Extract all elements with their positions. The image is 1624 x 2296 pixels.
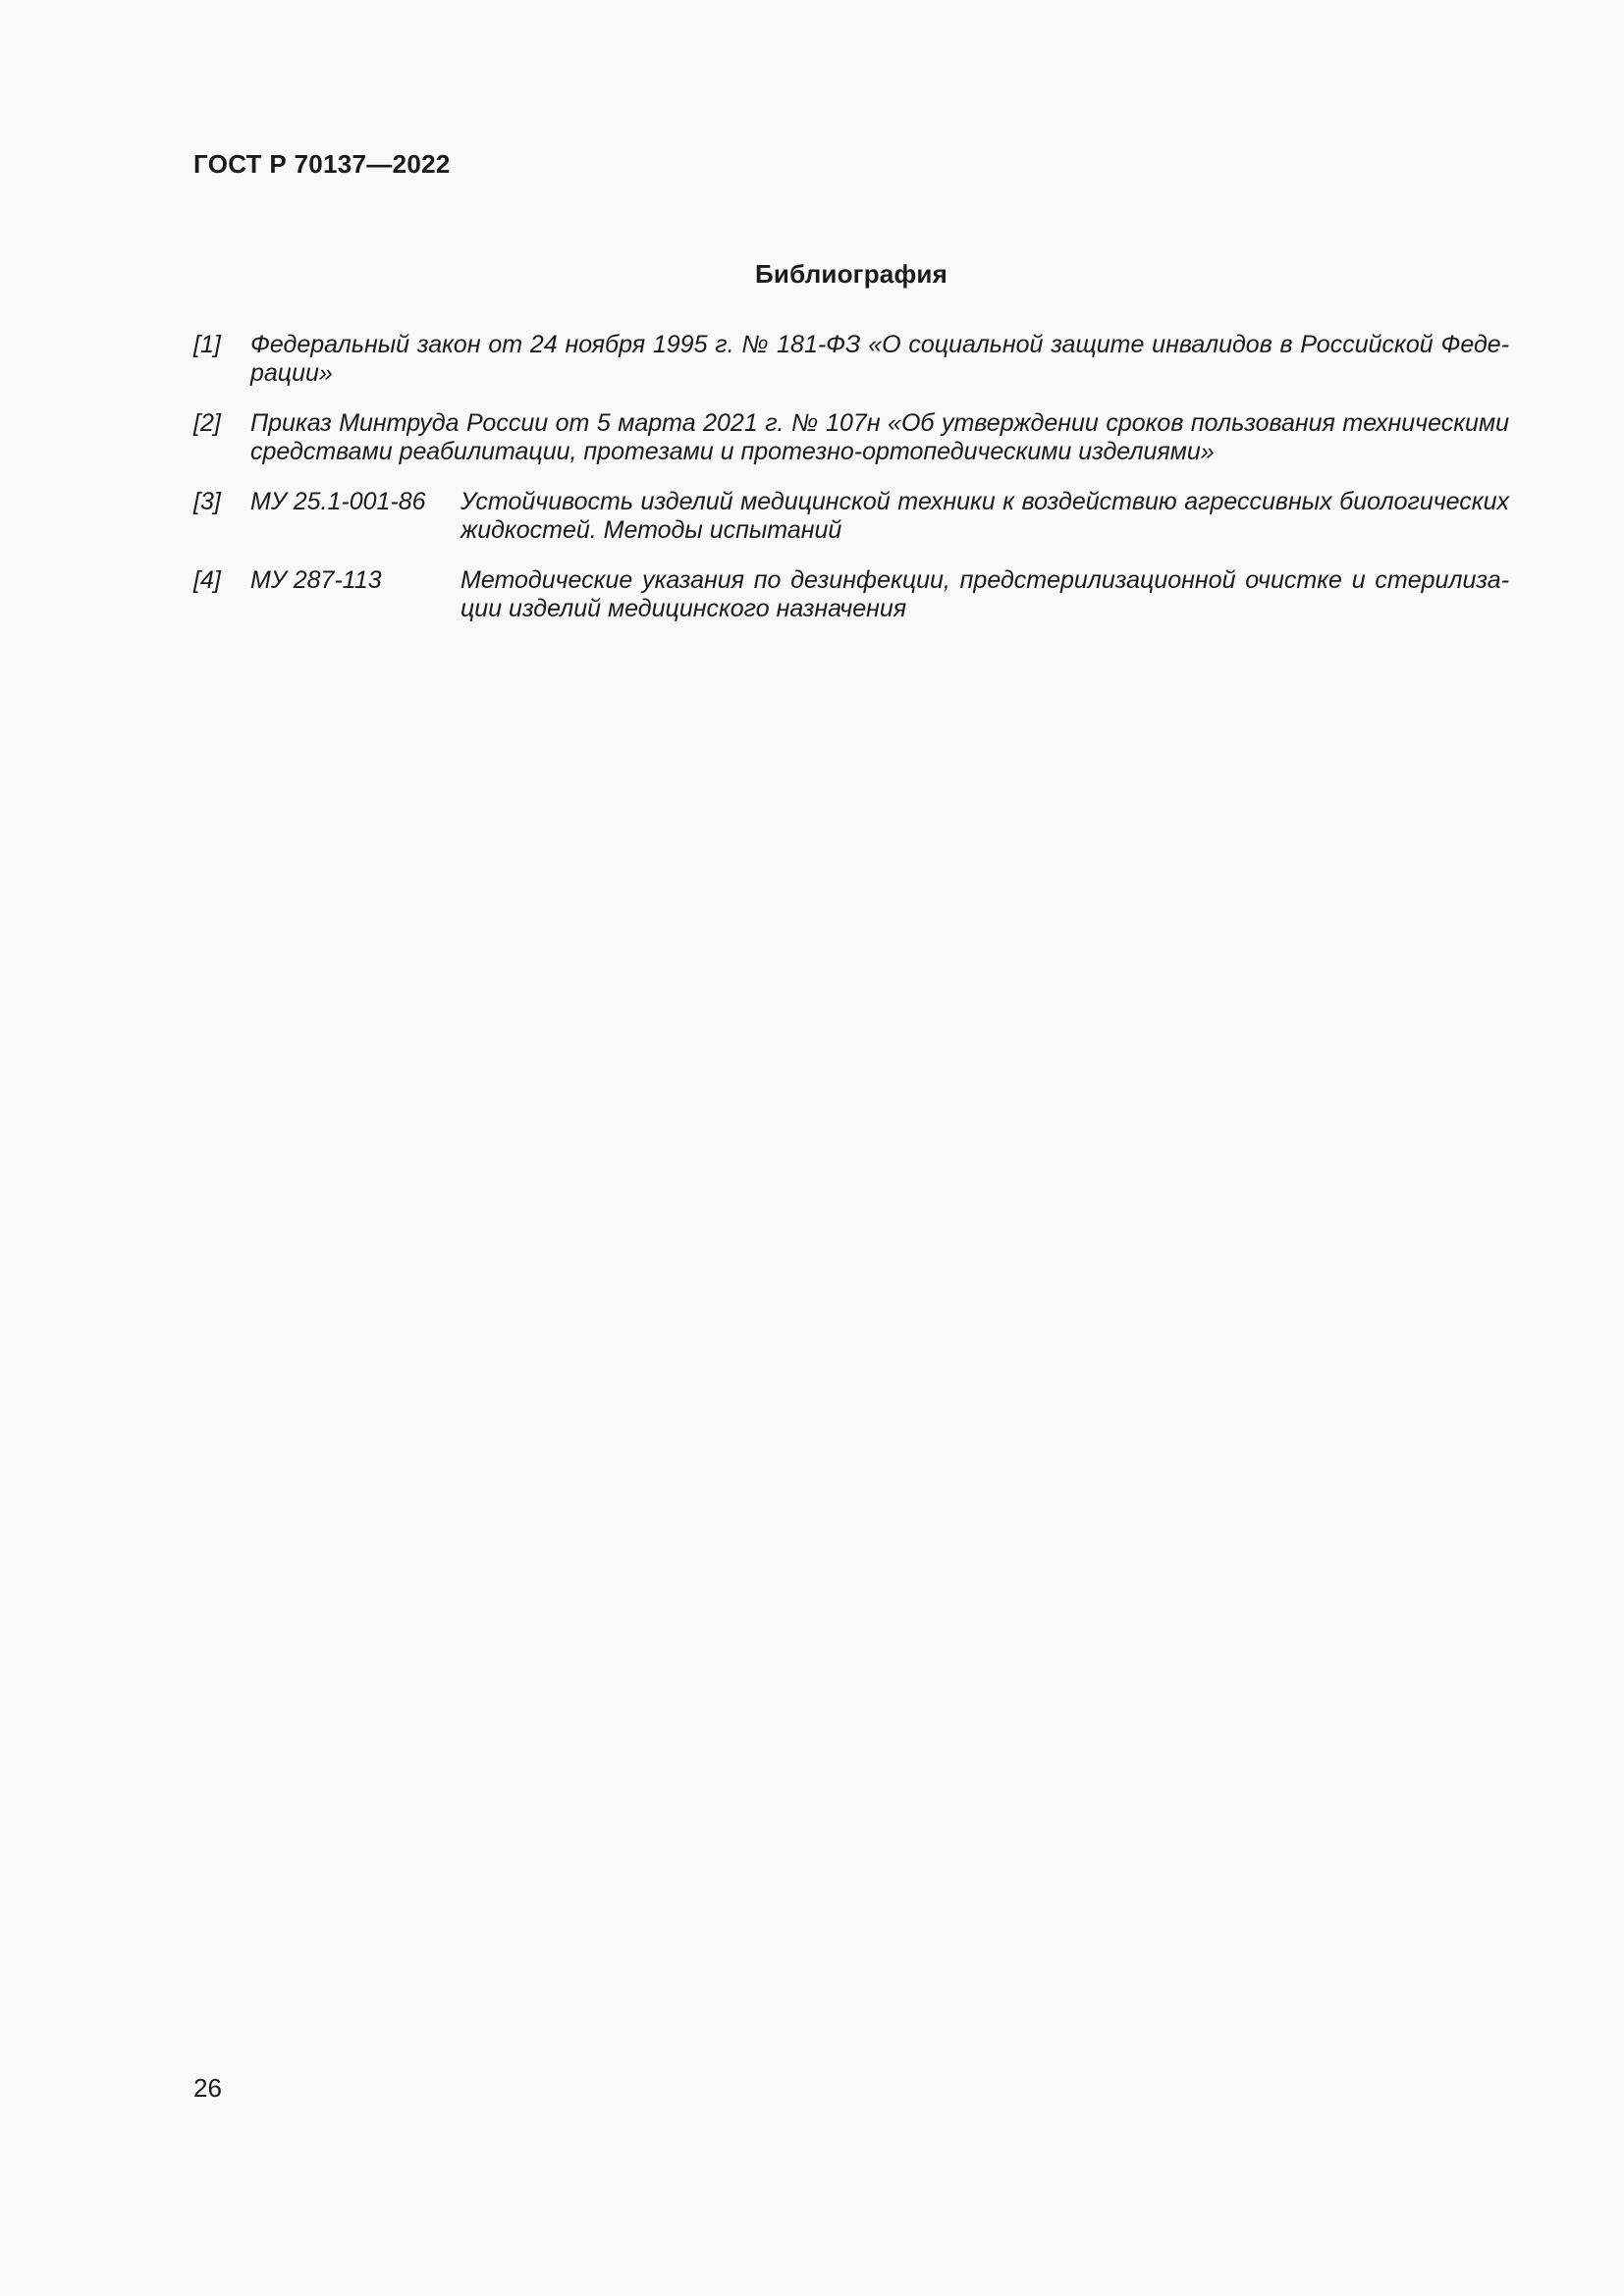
bibliography-number: [4] [193,566,221,594]
document-code: ГОСТ Р 70137—2022 [193,149,451,179]
bibliography-code: МУ 25.1-001-86 [250,488,426,515]
bibliography-text: Методические указания по дезинфекции, предстерилизационной очистке и стерилиза-ции изделий медицинского назначения [460,566,1509,622]
section-title: Библиография [755,259,947,289]
bibliography-code: МУ 287-113 [250,566,382,594]
bibliography-number: [3] [193,488,221,515]
bibliography-item-3 [193,488,1509,545]
bibliography-text: Устойчивость изделий медицинской техники к воздействию агрессивных биологических жидкостей. Методы испытаний [460,488,1509,544]
bibliography-item-2 [193,409,1509,466]
bibliography-number: [1] [193,331,221,358]
bibliography-text: Приказ Минтруда России от 5 марта 2021 г. № 107н «Об утверждении сроков пользования техническими средствами реабилитации, протезами и протезно-ортопедическими изделиями» [250,409,1509,465]
bibliography-number: [2] [193,409,221,437]
bibliography-list [193,331,1509,645]
bibliography-item-4 [193,566,1509,623]
bibliography-item-1 [193,331,1509,388]
bibliography-text: Федеральный закон от 24 ноября 1995 г. № 181-ФЗ «О социальной защите инвалидов в Российской Феде-рации» [250,331,1509,387]
page-number: 26 [193,2073,222,2103]
